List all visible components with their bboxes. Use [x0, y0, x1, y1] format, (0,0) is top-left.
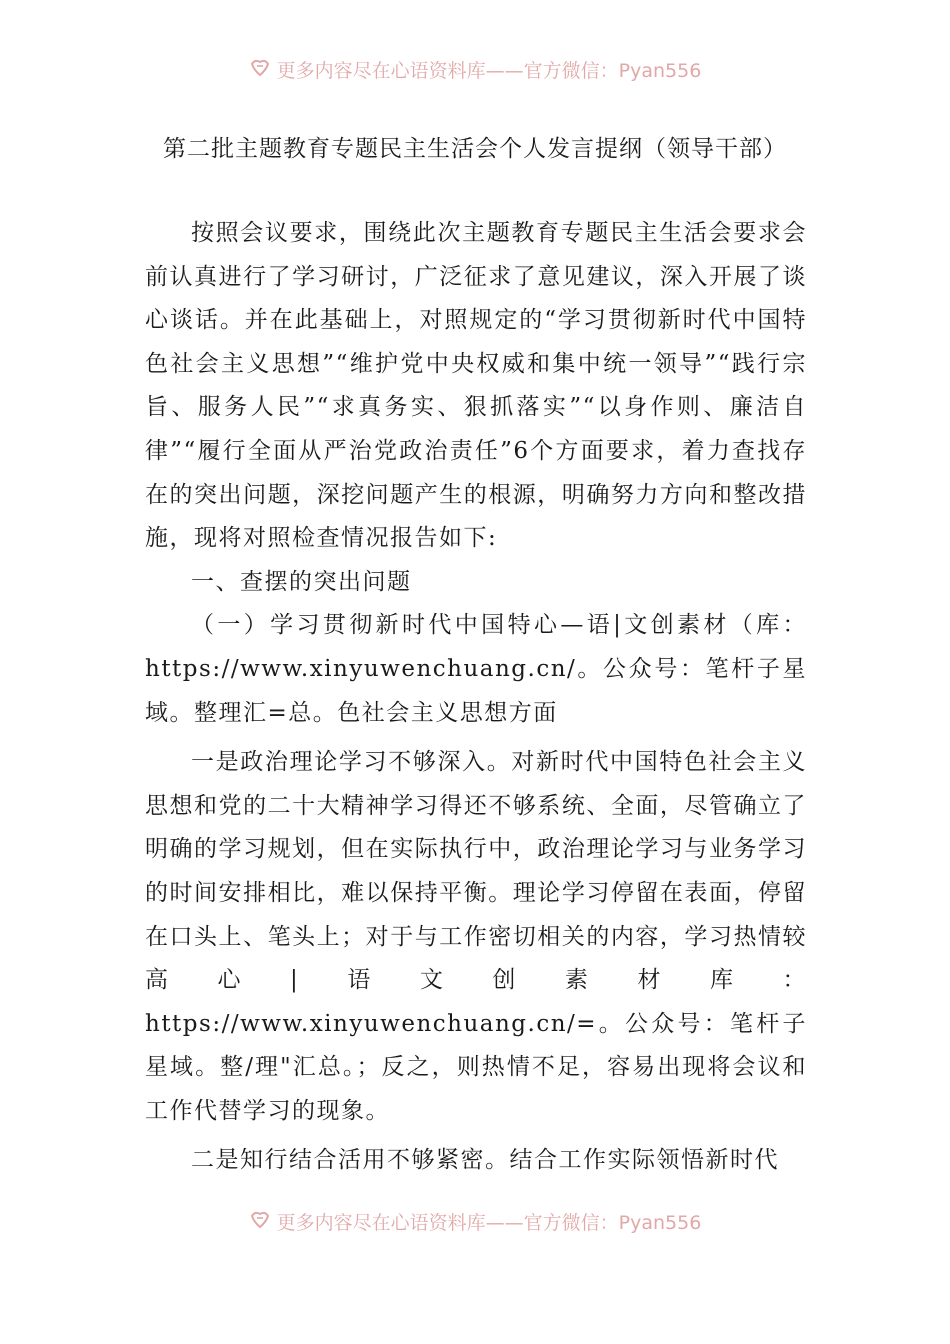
watermark-text: 更多内容尽在心语资料库——官方微信：Pyan556 [276, 1212, 702, 1234]
logo-icon [249, 1210, 271, 1236]
document-body [145, 212, 807, 1183]
watermark-footer [0, 1210, 950, 1236]
subsection-heading: （一）学习贯彻新时代中国特心—语|文创素材（库：https://www.xinyuwenchuang.cn/。公众号：笔杆子星域。整理汇=总。色社会主义思想方面 [145, 612, 807, 726]
document-title: 第二批主题教育专题民主生活会个人发言提纲（领导干部） [163, 136, 787, 162]
watermark-text: 更多内容尽在心语资料库——官方微信：Pyan556 [276, 60, 702, 82]
watermark-header [0, 58, 950, 84]
logo-icon [249, 58, 271, 84]
paragraph-intro: 按照会议要求，围绕此次主题教育专题民主生活会要求会前认真进行了学习研讨，广泛征求了意见建议，深入开展了谈心谈话。并在此基础上，对照规定的“学习贯彻新时代中国特色社会主义思想”“维护党中央权威和集中统一领导”“践行宗旨、服务人民”“求真务实、狠抓落实”“以身作则、廉洁自律”“履行全面从严治党政治责任”6个方面要求，着力查找存在的突出问题，深挖问题产生的根源，明确努力方向和整改措施，现将对照检查情况报告如下: [145, 220, 807, 552]
paragraph-point-two: 二是知行结合活用不够紧密。结合工作实际领悟新时代 [191, 1147, 779, 1174]
paragraph-point-one: 一是政治理论学习不够深入。对新时代中国特色社会主义思想和党的二十大精神学习得还不够系统、全面，尽管确立了明确的学习规划，但在实际执行中，政治理论学习与业务学习的时间安排相比，难以保持平衡。理论学习停留在表面，停留在口头上、笔头上；对于与工作密切相关的内容，学习热情较高心|语文创素材库：https://www.xinyuwenchuang.cn/=。公众号：笔杆子星域。整/理"汇总。；反之，则热情不足，容易出现将会议和工作代替学习的现象。 [145, 749, 807, 1124]
section-heading: 一、查摆的突出问题 [191, 568, 412, 595]
